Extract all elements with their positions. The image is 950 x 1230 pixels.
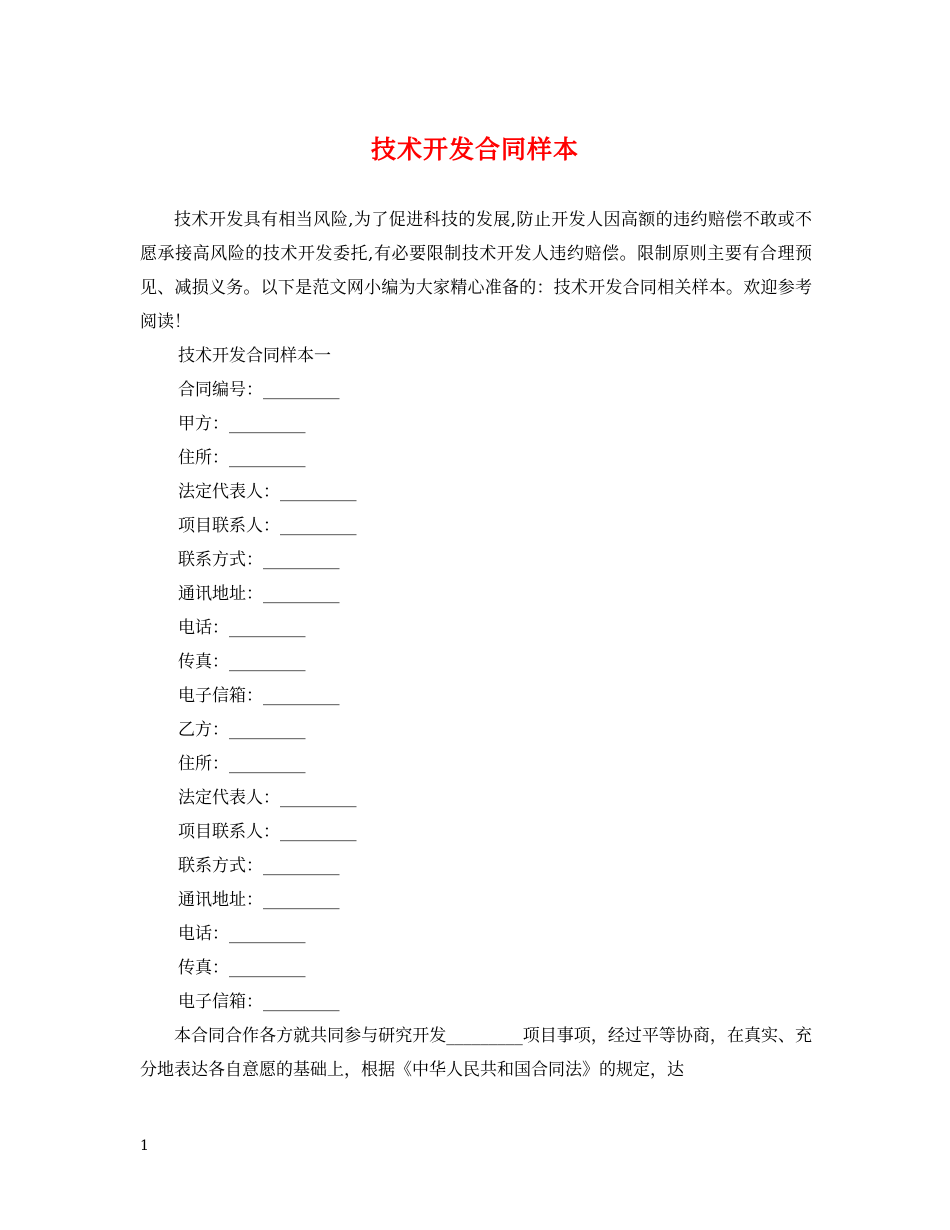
field-party-a-address: 住所：_________ [178,448,306,468]
field-party-a-mailing-address: 通讯地址：_________ [178,584,340,604]
document-body [140,203,812,1087]
page-number: 1 [140,1138,149,1154]
field-contract-number: 合同编号：_________ [178,380,340,400]
field-party-a-phone: 电话：_________ [178,618,306,638]
field-party-b-project-contact: 项目联系人：_________ [178,822,357,842]
field-party-a-email: 电子信箱：_________ [178,686,340,706]
intro-paragraph: 技术开发具有相当风险,为了促进科技的发展,防止开发人因高额的违约赔偿不敢或不愿承接高风险的技术开发委托,有必要限制技术开发人违约赔偿。限制原则主要有合理预见、减损义务。以下是范文网小编为大家精心准备的：技术开发合同相关样本。欢迎参考阅读！ [140,210,812,332]
field-party-a-fax: 传真：_________ [178,652,306,672]
field-party-b-mailing-address: 通讯地址：_________ [178,890,340,910]
field-party-b-address: 住所：_________ [178,754,306,774]
field-party-b-contact-method: 联系方式：_________ [178,856,340,876]
closing-paragraph: 本合同合作各方就共同参与研究开发_________项目事项，经过平等协商，在真实、充分地表达各自意愿的基础上，根据《中华人民共和国合同法》的规定，达 [140,1026,812,1080]
field-party-b: 乙方：_________ [178,720,306,740]
document-title: 技术开发合同样本 [370,135,579,164]
section-heading: 技术开发合同样本一 [178,346,331,366]
field-party-b-phone: 电话：_________ [178,924,306,944]
field-party-a-contact-method: 联系方式：_________ [178,550,340,570]
field-party-a: 甲方：_________ [178,414,306,434]
field-party-b-email: 电子信箱：_________ [178,992,340,1012]
field-party-a-project-contact: 项目联系人：_________ [178,516,357,536]
field-party-b-fax: 传真：_________ [178,958,306,978]
field-party-b-legal-rep: 法定代表人：_________ [178,788,357,808]
field-party-a-legal-rep: 法定代表人：_________ [178,482,357,502]
